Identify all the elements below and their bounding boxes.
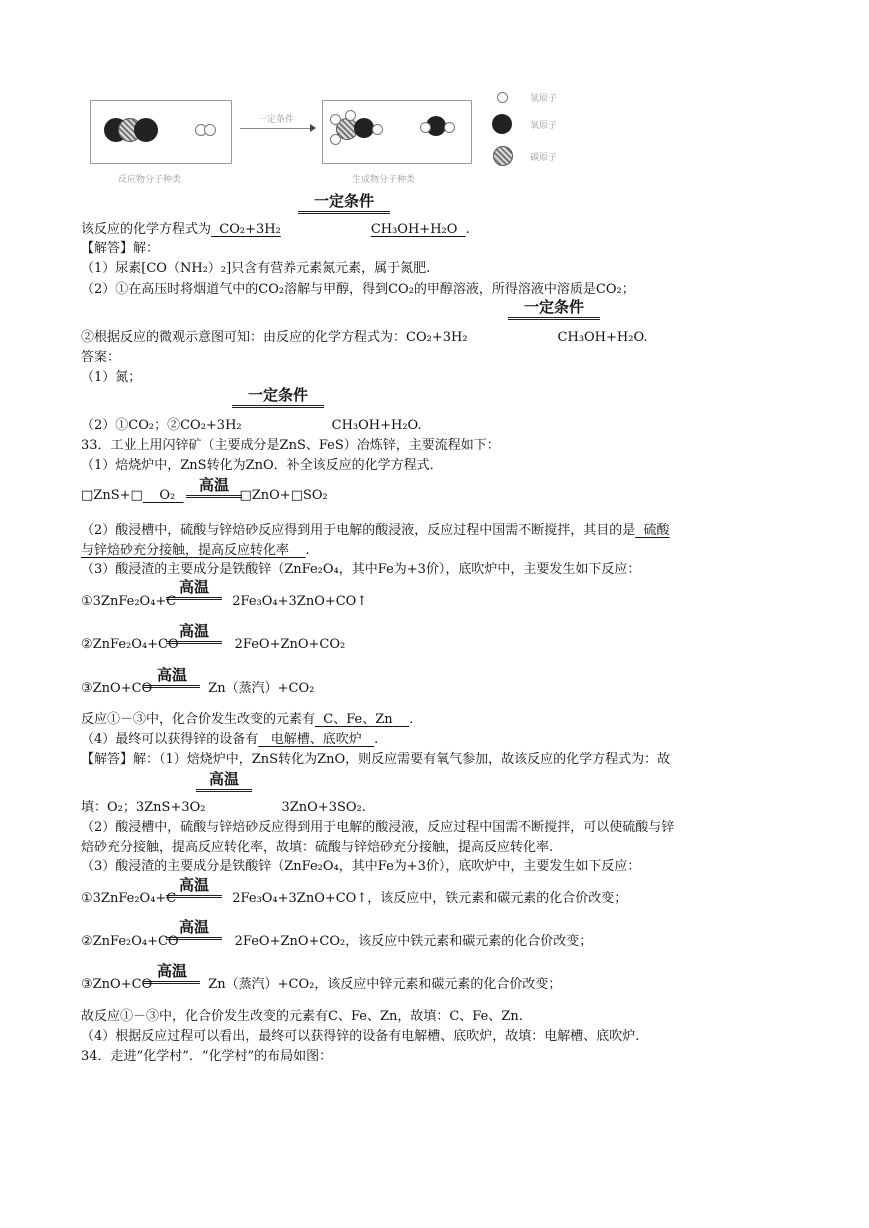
solution-4: （4）根据反应过程可以看出，最终可以获得锌的设备有电解槽、底吹炉，故填：电解槽、底吹炉. bbox=[81, 1029, 640, 1044]
solution-reaction-1: ①3ZnFe₂O₄+C 2Fe₃O₄+3ZnO+CO↑，该反应中，铁元素和碳元素的化合价改变； bbox=[81, 891, 628, 906]
solution-3-conclusion: 故反应①－③中，化合价发生改变的元素有C、Fe、Zn，故填：C、Fe、Zn. bbox=[81, 1009, 523, 1024]
equation-line: 该反应的化学方程式为 CO₂+3H₂ CH₃OH+H₂O . bbox=[81, 222, 470, 237]
high-temp-label: 高温 bbox=[144, 962, 200, 986]
oxygen-atom bbox=[134, 118, 158, 142]
solution-reaction-3: ③ZnO+CO Zn（蒸汽）+CO₂，该反应中锌元素和碳元素的化合价改变； bbox=[81, 977, 562, 992]
reaction-3: ③ZnO+CO Zn（蒸汽）+CO₂ bbox=[81, 681, 315, 696]
product-caption: 生成物分子种类 bbox=[352, 175, 416, 185]
condition-label: 一定条件 bbox=[298, 192, 390, 216]
q33-part-3-question: 反应①－③中，化合价发生改变的元素有 C、Fe、Zn . bbox=[81, 712, 414, 727]
q33-part-3: （3）酸浸渣的主要成分是铁酸锌（ZnFe₂O₄，其中Fe为+3价），底吹炉中，主要发生如下反应： bbox=[81, 562, 641, 577]
reaction-arrow bbox=[240, 128, 312, 129]
high-temp-label: 高温 bbox=[196, 770, 252, 794]
answer-2: （2）①CO₂；②CO₂+3H₂ CH₃OH+H₂O. bbox=[81, 418, 422, 433]
legend-oxygen-icon bbox=[492, 114, 512, 134]
hydrogen-atom bbox=[345, 110, 356, 121]
q33-part-1-equation: □ZnS+□ O₂ □ZnO+□SO₂ bbox=[81, 488, 328, 503]
high-temp-label: 高温 bbox=[166, 918, 222, 942]
answer-part-2b: ②根据反应的微观示意图可知：由反应的化学方程式为：CO₂+3H₂ CH₃OH+H₂O. bbox=[81, 330, 648, 345]
question-33-title: 33．工业上用闪锌矿（主要成分是ZnS、FeS）冶炼锌，主要流程如下： bbox=[81, 438, 500, 453]
solution-2b: 焙砂充分接触，提高反应转化率，故填：硫酸与锌焙砂充分接触，提高反应转化率. bbox=[81, 840, 554, 855]
answers-label: 答案： bbox=[81, 350, 121, 365]
high-temp-label: 高温 bbox=[144, 666, 200, 690]
oxygen-atom bbox=[354, 118, 374, 138]
solution-2a: （2）酸浸槽中，硫酸与锌焙砂反应得到用于电解的酸浸液，反应过程中国需不断搅拌，可以使硫酸与锌 bbox=[81, 820, 675, 835]
legend-oxygen-label: 氧原子 bbox=[530, 121, 558, 131]
hydrogen-atom bbox=[330, 114, 341, 125]
answer-part-2: （2）①在高压时将烟道气中的CO₂溶解与甲醇，得到CO₂的甲醇溶液，所得溶液中溶质是CO₂； bbox=[81, 282, 635, 297]
high-temp-label: 高温 bbox=[166, 876, 222, 900]
reaction-2: ②ZnFe₂O₄+CO 2FeO+ZnO+CO₂ bbox=[81, 637, 346, 652]
arrow-label: 一定条件 bbox=[258, 115, 295, 125]
legend-hydrogen-label: 氢原子 bbox=[530, 94, 558, 104]
hydrogen-atom bbox=[372, 124, 383, 135]
solution-heading: 【解答】解：（1）焙烧炉中，ZnS转化为ZnO，则反应需要有氧气参加，故该反应的化学方程式为：故 bbox=[81, 752, 671, 767]
high-temp-label: 高温 bbox=[166, 578, 222, 602]
legend-carbon-icon bbox=[493, 146, 513, 166]
hydrogen-atom bbox=[204, 124, 216, 136]
legend-hydrogen-icon bbox=[497, 92, 508, 103]
condition-label: 一定条件 bbox=[508, 298, 600, 322]
arrow-head-icon bbox=[310, 124, 316, 132]
answer-1: （1）氮； bbox=[81, 370, 142, 385]
solution-reaction-2: ②ZnFe₂O₄+CO 2FeO+ZnO+CO₂，该反应中铁元素和碳元素的化合价改变； bbox=[81, 934, 593, 949]
hydrogen-atom bbox=[330, 134, 341, 145]
high-temp-label: 高温 bbox=[166, 622, 222, 646]
q33-part-4: （4）最终可以获得锌的设备有 电解槽、底吹炉 . bbox=[81, 732, 379, 747]
answer-part-1: （1）尿素[CO（NH₂）₂]只含有营养元素氮元素，属于氮肥. bbox=[81, 261, 431, 276]
answer-heading: 【解答】解： bbox=[81, 241, 160, 256]
q33-part-2-cont: 与锌焙砂充分接触，提高反应转化率 . bbox=[81, 543, 310, 558]
reactant-caption: 反应物分子种类 bbox=[118, 175, 182, 185]
hydrogen-atom bbox=[420, 122, 431, 133]
solution-3: （3）酸浸渣的主要成分是铁酸锌（ZnFe₂O₄，其中Fe为+3价），底吹炉中，主要发生如下反应： bbox=[81, 859, 641, 874]
q33-part-1: （1）焙烧炉中，ZnS转化为ZnO．补全该反应的化学方程式． bbox=[81, 458, 443, 473]
solution-1: 填：O₂；3ZnS+3O₂ 3ZnO+3SO₂. bbox=[81, 800, 366, 815]
legend-carbon-label: 碳原子 bbox=[530, 153, 558, 163]
reaction-1: ①3ZnFe₂O₄+C 2Fe₃O₄+3ZnO+CO↑ bbox=[81, 594, 368, 609]
condition-label: 一定条件 bbox=[232, 386, 324, 410]
high-temp-label: 高温 bbox=[186, 476, 242, 500]
hydrogen-atom bbox=[444, 122, 455, 133]
q33-part-2: （2）酸浸槽中，硫酸与锌焙砂反应得到用于电解的酸浸液，反应过程中国需不断搅拌，其目的是 硫酸 bbox=[81, 523, 670, 538]
question-34-title: 34．走进“化学村”．“化学村”的布局如图： bbox=[81, 1049, 333, 1064]
